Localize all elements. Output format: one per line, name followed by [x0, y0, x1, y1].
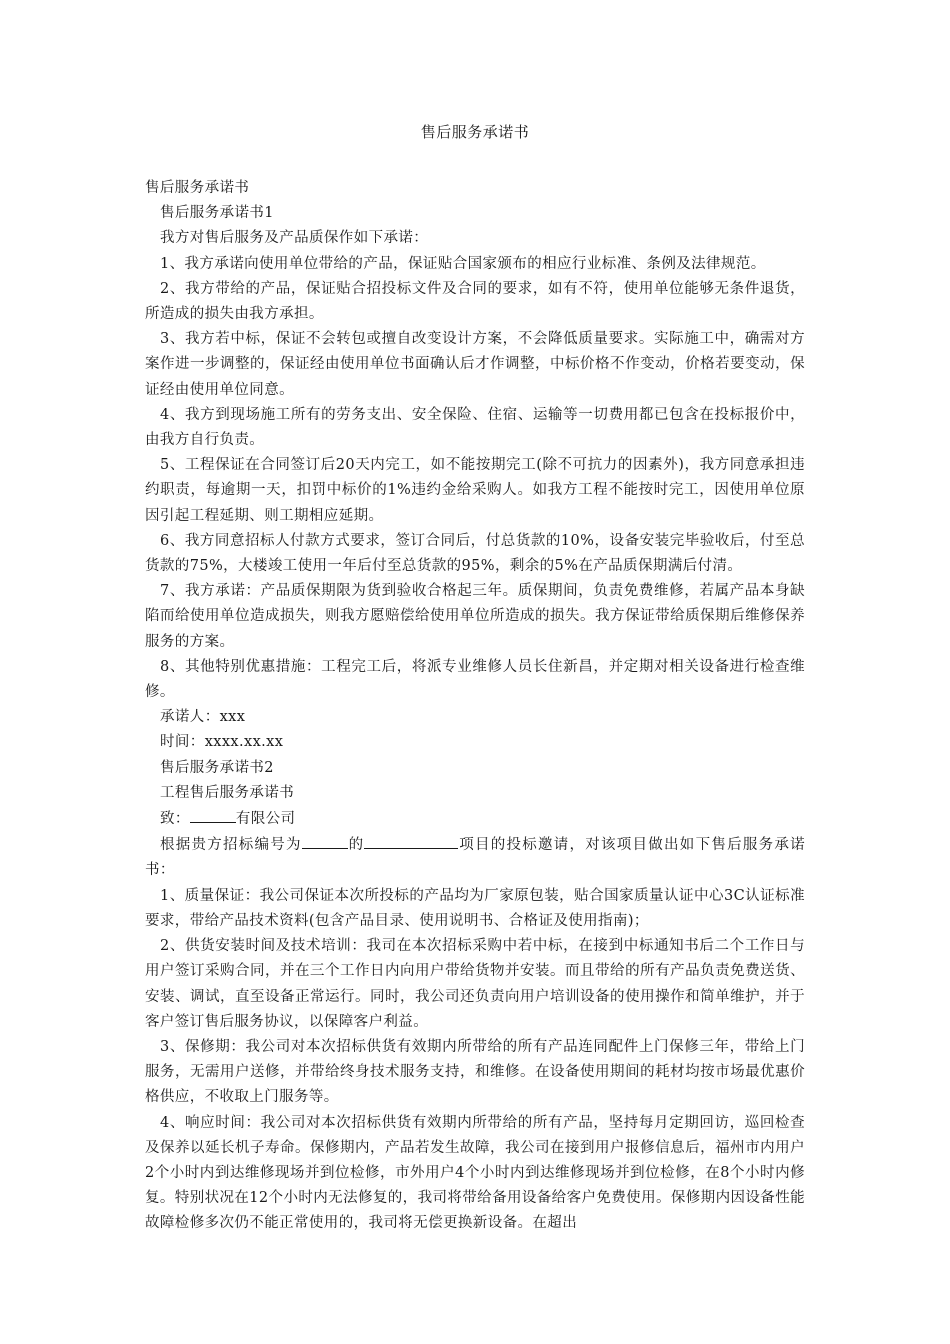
blank-project-name	[364, 832, 458, 849]
paragraph: 2、供货安装时间及技术培训：我司在本次招标采购中若中标，在接到中标通知书后二个工作日与用户签订采购合同，并在三个工作日内向用户带给货物并安装。而且带给的所有产品负责免费送货、安装、调试，直至设备正常运行。同时，我公司还负责向用户培训设备的使用操作和简单维护，并于客户签订售后服务协议，以保障客户利益。	[145, 938, 805, 1030]
paragraph: 售后服务承诺书1	[160, 205, 274, 222]
paragraph: 4、我方到现场施工所有的劳务支出、安全保险、住宿、运输等一切费用都已包含在投标报价中，由我方自行负责。	[145, 406, 805, 449]
paragraph: 8、其他特别优惠措施：工程完工后，将派专业维修人员长住新昌，并定期对相关设备进行检查维修。	[145, 658, 805, 701]
addressee-suffix: 有限公司	[235, 811, 296, 828]
paragraph: 7、我方承诺：产品质保期限为货到验收合格起三年。质保期间，负责免费维修，若属产品本身缺陷而给使用单位造成损失，则我方愿赔偿给使用单位所造成的损失。我方保证带给质保期后维修保养服务的方案。	[145, 583, 805, 650]
paragraph: 5、工程保证在合同签订后20天内完工，如不能按期完工(除不可抗力的因素外)，我方同意承担违约职责，每逾期一天，扣罚中标价的1%违约金给采购人。如我方工程不能按时完工，因使用单位原因引起工程延期、则工期相应延期。	[145, 457, 805, 524]
intro-part1: 根据贵方招标编号为	[160, 837, 302, 854]
date-line: 时间：xxxx.xx.xx	[160, 734, 284, 751]
intro-paragraph	[145, 832, 805, 883]
blank-company	[190, 806, 236, 823]
intro-part2: 的	[347, 837, 365, 854]
addressee-prefix: 致：	[160, 811, 190, 828]
paragraph: 3、我方若中标，保证不会转包或擅自改变设计方案，不会降低质量要求。实际施工中，确需对方案作进一步调整的，保证经由使用单位书面确认后才作调整，中标价格不作变动，价格若要变动，保证经由使用单位同意。	[145, 331, 805, 398]
paragraph: 2、我方带给的产品，保证贴合招投标文件及合同的要求，如有不符，使用单位能够无条件退货，所造成的损失由我方承担。	[145, 280, 805, 323]
document-page	[145, 122, 805, 1237]
section-part1	[145, 176, 805, 806]
paragraph: 6、我方同意招标人付款方式要求，签订合同后，付总货款的10%，设备安装完毕验收后，付至总货款的75%，大楼竣工使用一年后付至总货款的95%，剩余的5%在产品质保期满后付清。	[145, 532, 805, 575]
paragraph: 3、保修期：我公司对本次招标供货有效期内所带给的所有产品连同配件上门保修三年，带给上门服务，无需用户送修，并带给终身技术服务支持，和维修。在设备使用期间的耗材均按市场最优惠价格供应，不收取上门服务等。	[145, 1038, 805, 1106]
signer-line: 承诺人：xxx	[160, 709, 246, 726]
intro-part3: 项目的投标邀请，对该项目做出如下售后服务承诺书：	[145, 837, 805, 879]
blank-bid-number	[302, 832, 348, 849]
paragraph: 我方对售后服务及产品质保作如下承诺：	[160, 230, 429, 247]
paragraph: 1、我方承诺向使用单位带给的产品，保证贴合国家颁布的相应行业标准、条例及法律规范。	[160, 255, 766, 272]
document-title: 售后服务承诺书	[420, 123, 530, 141]
section-heading: 工程售后服务承诺书	[160, 784, 295, 801]
paragraph: 1、质量保证：我公司保证本次所投标的产品均为厂家原包装，贴合国家质量认证中心3C认证标准要求，带给产品技术资料(包含产品目录、使用说明书、合格证及使用指南)；	[145, 887, 805, 929]
section-part2	[145, 884, 805, 1237]
paragraph: 4、响应时间：我公司对本次招标供货有效期内所带给的所有产品，坚持每月定期回访，巡回检查及保养以延长机子寿命。保修期内，产品若发生故障，我公司在接到用户报修信息后，福州市内用户2个小时内到达维修现场并到位检修，市外用户4个小时内到达维修现场并到位检修，在8个小时内修复。特别状况在12个小时内无法修复的，我司将带给备用设备给客户免费使用。保修期内因设备性能故障检修多次仍不能正常使用的，我司将无偿更换新设备。在超出	[145, 1114, 805, 1232]
section-heading: 售后服务承诺书2	[160, 759, 274, 776]
paragraph: 售后服务承诺书	[145, 180, 250, 196]
addressee-line	[145, 806, 805, 832]
